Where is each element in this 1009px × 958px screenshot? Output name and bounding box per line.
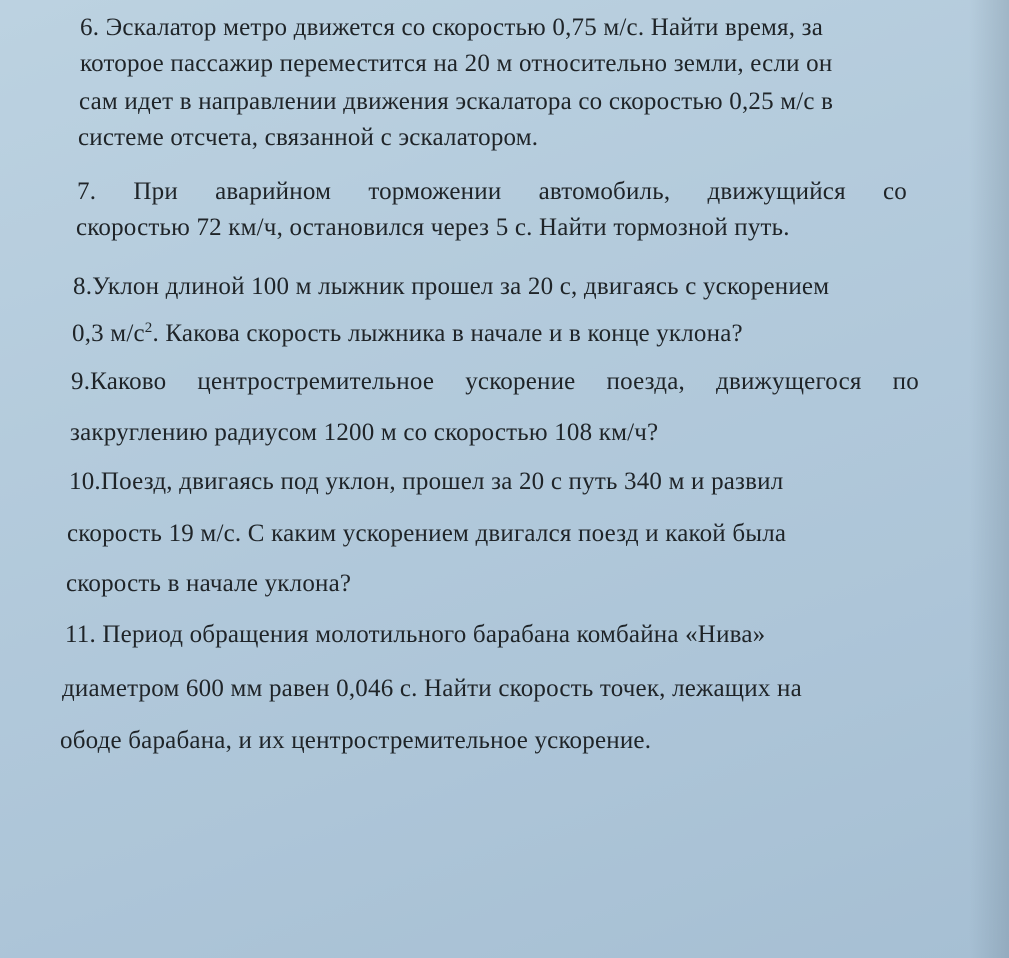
page-edge-shadow [969, 0, 1009, 958]
problem-text: Эскалатор метро движется со скоростью 0,75 м/с. Найти время, за [105, 14, 824, 41]
problem-6-line-4: системе отсчета, связанной с эскалатором. [78, 124, 539, 151]
word: автомобиль, [538, 178, 671, 205]
problem-11-line-1 [65, 621, 765, 649]
problem-number: 8. [73, 273, 93, 300]
problem-number: 10. [69, 468, 101, 495]
word: движущегося [716, 368, 862, 395]
problem-6-line-3: сам идет в направлении движения эскалатора со скоростью 0,25 м/с в [79, 88, 834, 115]
problem-8-line-1 [73, 273, 829, 301]
problem-number: 6. [80, 14, 100, 41]
word: При [133, 178, 178, 205]
word: Каково [90, 368, 167, 395]
problem-text: Период обращения молотильного барабана комбайна «Нива» [102, 621, 766, 648]
problem-number: 9. [71, 368, 91, 395]
problem-11-line-3: ободе барабана, и их центростремительное ускорение. [60, 727, 652, 754]
problem-text: Поезд, двигаясь под уклон, прошел за 20 с путь 340 м и развил [100, 468, 784, 495]
problem-10-line-1 [69, 468, 783, 496]
word: аварийном [215, 178, 332, 205]
word: ускорение [465, 368, 576, 395]
problem-8-line-2 [72, 320, 743, 348]
word: со [883, 178, 907, 205]
problem-7-line-2: скоростью 72 км/ч, остановился через 5 с. Найти тормозной путь. [76, 214, 790, 241]
word: движущийся [707, 178, 846, 205]
problem-6-line-2: которое пассажир переместится на 20 м относительно земли, если он [80, 50, 833, 77]
problem-6-line-1 [80, 14, 823, 42]
superscript: 2 [144, 320, 153, 336]
problem-10-line-3: скорость в начале уклона? [66, 570, 352, 597]
problem-7-line-1 [77, 178, 907, 206]
word: центростремительное [197, 368, 435, 395]
problem-number: 7. [77, 178, 97, 205]
problem-text: Уклон длиной 100 м лыжник прошел за 20 с, двигаясь с ускорением [92, 273, 830, 300]
problem-11-line-2: диаметром 600 мм равен 0,046 с. Найти скорость точек, лежащих на [62, 675, 802, 702]
first-word [71, 368, 166, 396]
problem-number: 11. [65, 621, 96, 648]
text-segment: 0,3 м/с [72, 320, 145, 347]
problem-10-line-2: скорость 19 м/с. С каким ускорением двигался поезд и какой была [67, 520, 787, 547]
problem-9-line-2: закруглению радиусом 1200 м со скоростью 108 км/ч? [70, 419, 659, 446]
word: поезда, [606, 368, 685, 395]
problem-9-line-1 [71, 368, 919, 396]
word: торможении [368, 178, 502, 205]
text-segment: . Какова скорость лыжника в начале и в конце уклона? [152, 320, 743, 347]
word: по [892, 368, 919, 395]
